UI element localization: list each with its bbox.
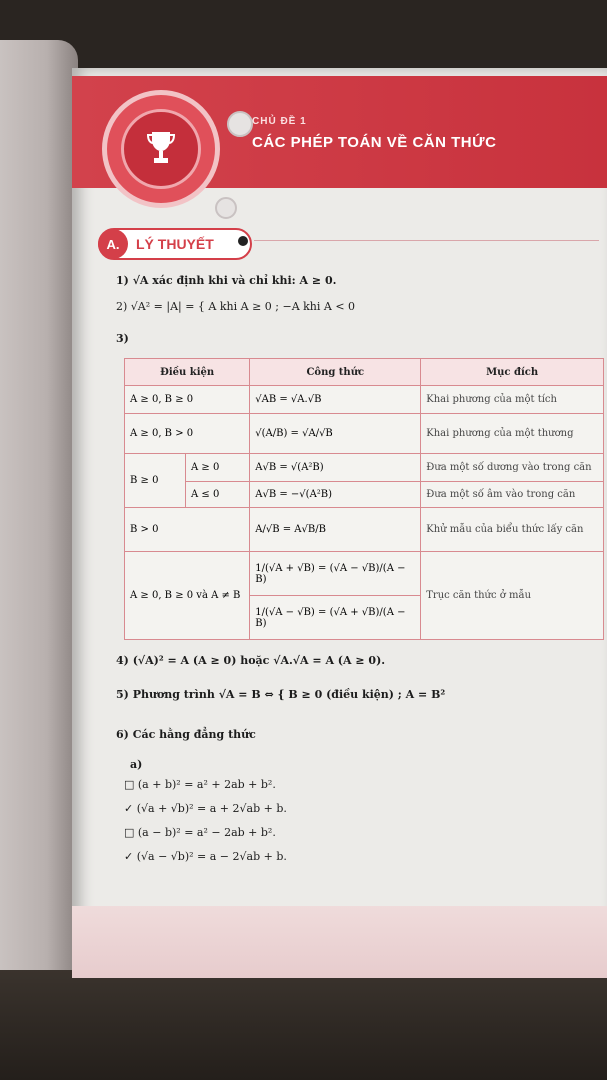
cell-formula: √(A/B) = √A/√B	[250, 414, 421, 454]
cell-formula: A/√B = A√B/B	[250, 508, 421, 552]
section-rule	[254, 240, 599, 241]
chapter-banner	[72, 76, 607, 188]
item-5: 5) Phương trình √A = B ⇔ { B ≥ 0 (điều kiện) ; A = B²	[116, 688, 446, 701]
left-page-edge	[0, 40, 78, 1010]
cell-purpose: Khử mẫu của biểu thức lấy căn	[421, 508, 604, 552]
decor-bubble	[227, 111, 253, 137]
section-title: LÝ THUYẾT	[136, 236, 214, 252]
cell-purpose: Trục căn thức ở mẫu	[421, 552, 604, 640]
decor-bubble	[215, 197, 237, 219]
table-surface	[0, 970, 607, 1080]
table-row	[125, 454, 604, 482]
cell-formula: A√B = −√(A²B)	[250, 482, 421, 508]
chapter-title: CÁC PHÉP TOÁN VỀ CĂN THỨC	[252, 134, 497, 151]
identity-line: □ (a + b)² = a² + 2ab + b².	[124, 778, 276, 791]
cell-purpose: Đưa một số âm vào trong căn	[421, 482, 604, 508]
identity-line: ✓ (√a − √b)² = a − 2√ab + b.	[124, 850, 287, 863]
header-condition: Điều kiện	[125, 359, 250, 386]
emblem-inner	[121, 109, 201, 189]
item-2: 2) √A² = |A| = { A khi A ≥ 0 ; −A khi A < 0	[116, 300, 356, 313]
section-dot	[238, 236, 248, 246]
identities-list	[124, 778, 287, 874]
item-6a: a)	[130, 758, 143, 771]
cell-condition: A ≥ 0, B > 0	[125, 414, 250, 454]
table-row	[125, 482, 604, 508]
formula-table	[124, 358, 604, 640]
cell-condition: A ≥ 0, B ≥ 0	[125, 386, 250, 414]
cell-condition: B > 0	[125, 508, 250, 552]
cell-formula: A√B = √(A²B)	[250, 454, 421, 482]
book-page	[72, 68, 607, 978]
item-4: 4) (√A)² = A (A ≥ 0) hoặc √A.√A = A (A ≥ 0).	[116, 654, 386, 667]
cell-purpose: Đưa một số dương vào trong căn	[421, 454, 604, 482]
table-row	[125, 386, 604, 414]
header-purpose: Mục đích	[421, 359, 604, 386]
section-heading	[98, 228, 252, 260]
cell-formula: √AB = √A.√B	[250, 386, 421, 414]
identity-line: □ (a − b)² = a² − 2ab + b².	[124, 826, 276, 839]
item-1: 1) √A xác định khi và chỉ khi: A ≥ 0.	[116, 274, 337, 287]
item-6: 6) Các hằng đẳng thức	[116, 728, 256, 741]
section-letter: A.	[98, 229, 128, 259]
chapter-label: CHỦ ĐỀ 1	[252, 116, 307, 127]
table-header-row	[125, 359, 604, 386]
cell-formula: 1/(√A − √B) = (√A + √B)/(A − B)	[250, 596, 421, 640]
header-formula: Công thức	[250, 359, 421, 386]
cell-condition: A ≥ 0, B ≥ 0 và A ≠ B	[125, 552, 250, 640]
trophy-icon	[146, 130, 176, 166]
cell-subcondition: A ≥ 0	[186, 454, 250, 482]
table-row	[125, 508, 604, 552]
identity-line: ✓ (√a + √b)² = a + 2√ab + b.	[124, 802, 287, 815]
page-footer-band	[72, 906, 607, 978]
item-3: 3)	[116, 332, 129, 345]
cell-condition: B ≥ 0	[125, 454, 186, 508]
table-row	[125, 414, 604, 454]
trophy-emblem	[102, 90, 220, 208]
cell-purpose: Khai phương của một tích	[421, 386, 604, 414]
cell-formula: 1/(√A + √B) = (√A − √B)/(A − B)	[250, 552, 421, 596]
cell-purpose: Khai phương của một thương	[421, 414, 604, 454]
cell-subcondition: A ≤ 0	[186, 482, 250, 508]
table-row	[125, 552, 604, 596]
